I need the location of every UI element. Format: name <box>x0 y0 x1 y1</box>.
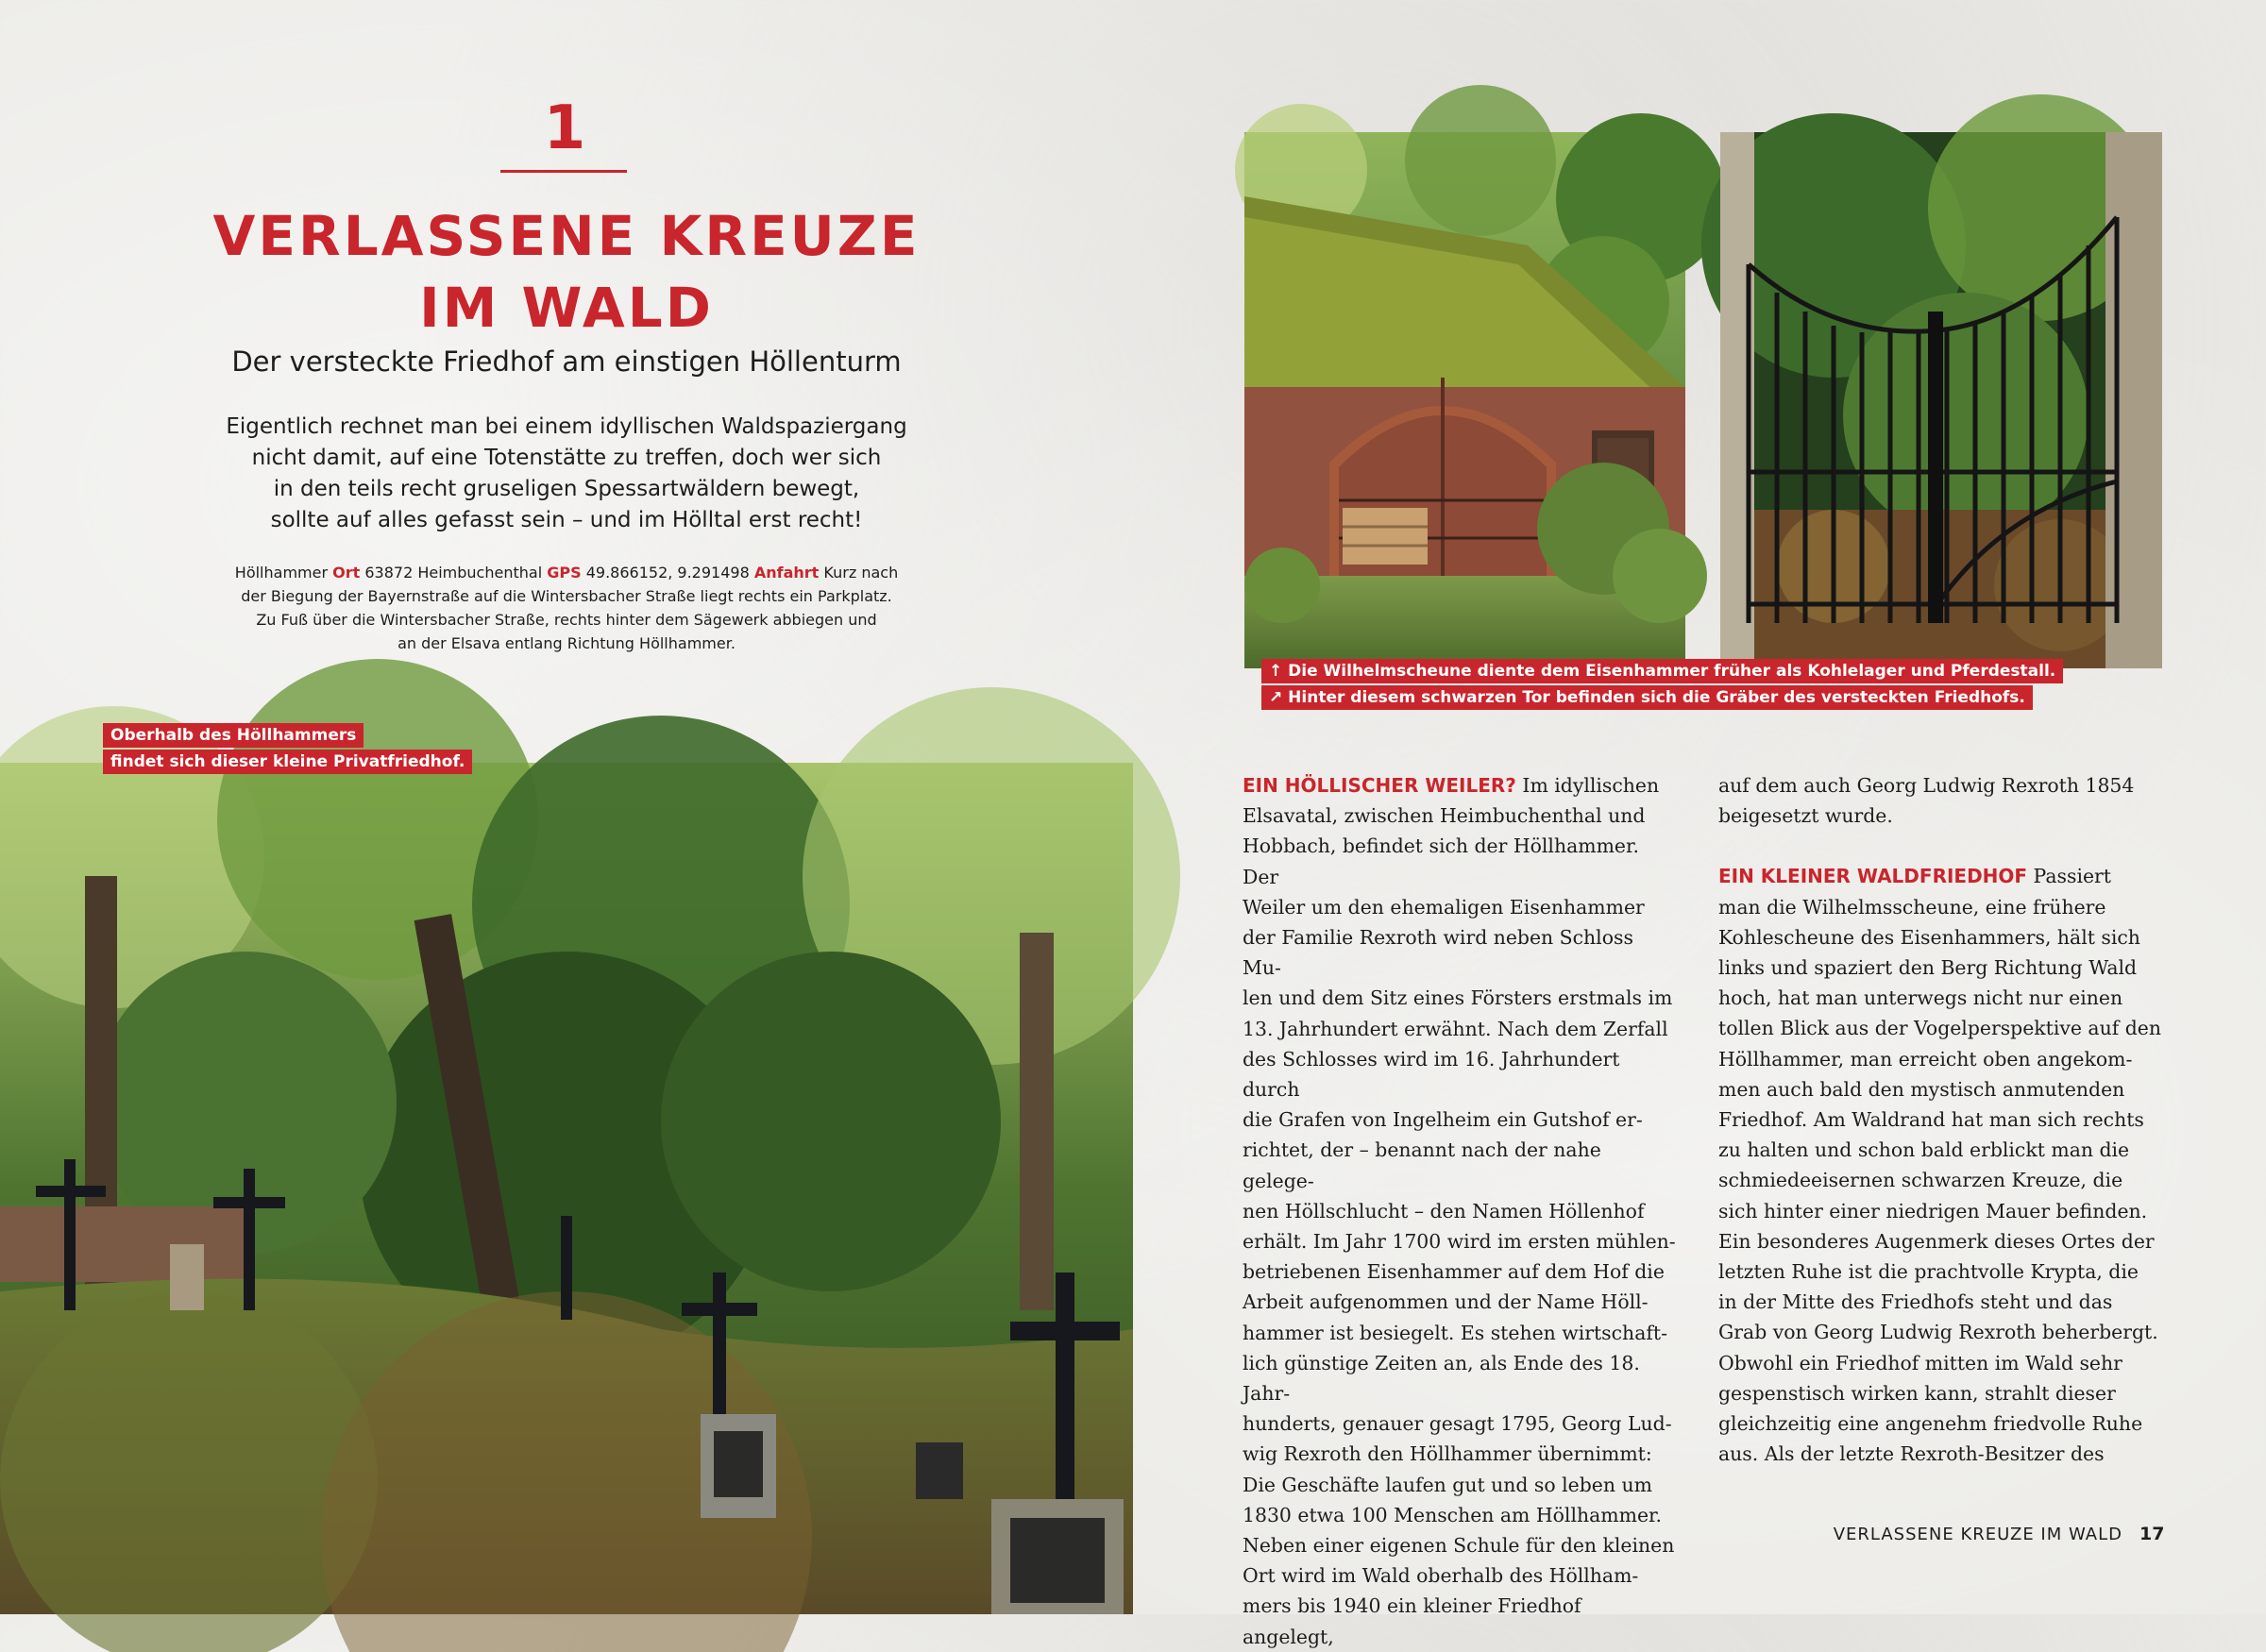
body-line: der Familie Rexroth wird neben Schloss Mu- <box>1243 926 1633 980</box>
body-line: lich günstige Zeiten an, als Ende des 18. Jahr- <box>1243 1351 1640 1406</box>
body-column-2 <box>1718 770 2162 1469</box>
body-line: letzten Ruhe ist die prachtvolle Krypta, die <box>1718 1260 2139 1284</box>
body-line: nen Höllschlucht – den Namen Höllenhof <box>1243 1199 1645 1222</box>
body-column-1 <box>1243 770 1677 1652</box>
chapter-rule <box>500 170 627 173</box>
photo-barn <box>1244 132 1685 668</box>
body-line: 13. Jahrhundert erwähnt. Nach dem Zerfall <box>1243 1017 1668 1040</box>
body-line: hunderts, genauer gesagt 1795, Georg Lud- <box>1243 1412 1672 1436</box>
intro-line: Eigentlich rechnet man bei einem idyllischen Waldspaziergang <box>226 414 907 439</box>
section-heading-weiler: EIN HÖLLISCHER WEILER? <box>1243 774 1516 797</box>
body-line: Ort wird im Wald oberhalb des Höllham- <box>1243 1564 1639 1588</box>
body-line: EIN KLEINER WALDFRIEDHOF Passiert <box>1718 865 2111 888</box>
body-line: Höllhammer, man erreicht oben angekom- <box>1718 1047 2133 1070</box>
info-gps-label: GPS <box>547 564 582 582</box>
body-line: Neben einer eigenen Schule für den kleinen <box>1243 1534 1675 1558</box>
info-ort-value: 63872 Heimbuchenthal <box>364 564 543 582</box>
body-line: erhält. Im Jahr 1700 wird im ersten mühlen- <box>1243 1230 1676 1254</box>
intro-line: in den teils recht gruseligen Spessartwäldern bewegt, <box>273 477 860 501</box>
info-gps-value: 49.866152, 9.291498 <box>585 564 750 582</box>
intro-paragraph <box>161 412 972 536</box>
body-paragraph <box>1718 770 2162 831</box>
body-line: beigesetzt wurde. <box>1718 804 1893 828</box>
body-paragraph <box>1718 861 2162 1469</box>
body-line: Arbeit aufgenommen und der Name Höll- <box>1243 1290 1649 1314</box>
body-line: hammer ist besiegelt. Es stehen wirtschaft- <box>1243 1321 1667 1344</box>
chapter-title-line-1: VERLASSENE KREUZE <box>212 204 921 268</box>
body-line: aus. Als der letzte Rexroth-Besitzer des <box>1718 1442 2105 1466</box>
info-line: an der Elsava entlang Richtung Höllhammer. <box>397 634 736 652</box>
body-line: des Schlosses wird im 16. Jahrhundert durch <box>1243 1047 1620 1102</box>
caption-gate: ↗ Hinter diesem schwarzen Tor befinden sich die Gräber des versteckten Friedhofs. <box>1261 685 2033 710</box>
info-anfahrt-label: Anfahrt <box>753 564 820 582</box>
body-line: wig Rexroth den Höllhammer übernimmt: <box>1243 1442 1652 1466</box>
info-box <box>189 561 944 655</box>
photo-gate <box>1720 132 2162 668</box>
section-heading-waldfriedhof: EIN KLEINER WALDFRIEDHOF <box>1718 865 2028 888</box>
intro-line: sollte auf alles gefasst sein – und im Hölltal erst recht! <box>270 508 863 532</box>
cemetery-illustration <box>0 763 1133 1614</box>
body-line: Obwohl ein Friedhof mitten im Wald sehr <box>1718 1351 2122 1374</box>
body-line: Kohlescheune des Eisenhammers, hält sich <box>1718 925 2140 949</box>
body-line: Grab von Georg Ludwig Rexroth beherbergt. <box>1718 1321 2158 1344</box>
chapter-number: 1 <box>543 93 586 163</box>
info-anfahrt-value: Kurz nach <box>823 564 899 582</box>
body-line: in der Mitte des Friedhofs steht und das <box>1718 1290 2113 1314</box>
body-line: Elsavatal, zwischen Heimbuchenthal und <box>1243 804 1646 828</box>
body-line: Weiler um den ehemaligen Eisenhammer <box>1243 895 1645 919</box>
body-line: Hobbach, befindet sich der Höllhammer. Der <box>1243 834 1639 888</box>
body-line: hoch, hat man unterwegs nicht nur einen <box>1718 986 2123 1010</box>
body-line: sich hinter einer niedrigen Mauer befinden. <box>1718 1199 2148 1222</box>
running-title: VERLASSENE KREUZE IM WALD <box>1833 1525 2122 1544</box>
body-line: 1830 etwa 100 Menschen am Höllhammer. <box>1243 1503 1662 1526</box>
body-line: EIN HÖLLISCHER WEILER? Im idyllischen <box>1243 774 1660 797</box>
body-line: links und spaziert den Berg Richtung Wald <box>1718 956 2138 980</box>
gate-illustration <box>1720 132 2162 668</box>
body-line: Die Geschäfte laufen gut und so leben um <box>1243 1473 1652 1496</box>
body-line: auf dem auch Georg Ludwig Rexroth 1854 <box>1718 774 2135 797</box>
intro-line: nicht damit, auf eine Totenstätte zu treffen, doch wer sich <box>251 446 882 470</box>
body-line: gleichzeitig eine angenehm friedvolle Ruhe <box>1718 1412 2143 1436</box>
info-line: der Biegung der Bayernstraße auf die Wintersbacher Straße liegt rechts ein Parkplatz. <box>241 587 892 605</box>
body-line: Ein besonderes Augenmerk dieses Ortes der <box>1718 1229 2155 1253</box>
body-line: len und dem Sitz eines Försters erstmals im <box>1243 986 1673 1010</box>
info-place: Höllhammer <box>234 564 329 582</box>
chapter-title-line-2: IM WALD <box>419 276 714 340</box>
caption-barn: ↑ Die Wilhelmscheune diente dem Eisenhammer früher als Kohlelager und Pferdestall. <box>1261 659 2063 683</box>
body-line: richtet, der – benannt nach der nahe gelege- <box>1243 1138 1601 1192</box>
caption-cemetery-line-1: Oberhalb des Höllhammers <box>103 723 364 748</box>
body-line: betriebenen Eisenhammer auf dem Hof die <box>1243 1260 1665 1284</box>
caption-cemetery-line-2: findet sich dieser kleine Privatfriedhof. <box>103 750 472 774</box>
page-number: 17 <box>2139 1524 2165 1544</box>
body-line: Friedhof. Am Waldrand hat man sich rechts <box>1718 1108 2144 1132</box>
info-line: Zu Fuß über die Wintersbacher Straße, rechts hinter dem Sägewerk abbiegen und <box>256 611 877 629</box>
body-line: mers bis 1940 ein kleiner Friedhof angelegt, <box>1243 1594 1581 1648</box>
info-line <box>189 561 944 584</box>
body-line: man die Wilhelmsscheune, eine frühere <box>1718 895 2106 919</box>
body-line: gespenstisch wirken kann, strahlt dieser <box>1718 1381 2116 1405</box>
body-line: men auch bald den mystisch anmutenden <box>1718 1077 2125 1101</box>
chapter-title <box>170 200 963 344</box>
barn-illustration <box>1244 132 1685 668</box>
body-line: zu halten und schon bald erblickt man die <box>1718 1138 2130 1162</box>
photo-cemetery <box>0 763 1133 1614</box>
body-line: die Grafen von Ingelheim ein Gutshof er- <box>1243 1108 1643 1132</box>
chapter-subtitle: Der versteckte Friedhof am einstigen Höllenturm <box>231 346 902 378</box>
body-line: tollen Blick aus der Vogelperspektive auf den <box>1718 1017 2161 1040</box>
body-line: schmiedeeisernen schwarzen Kreuze, die <box>1718 1169 2123 1192</box>
info-ort-label: Ort <box>332 564 361 582</box>
